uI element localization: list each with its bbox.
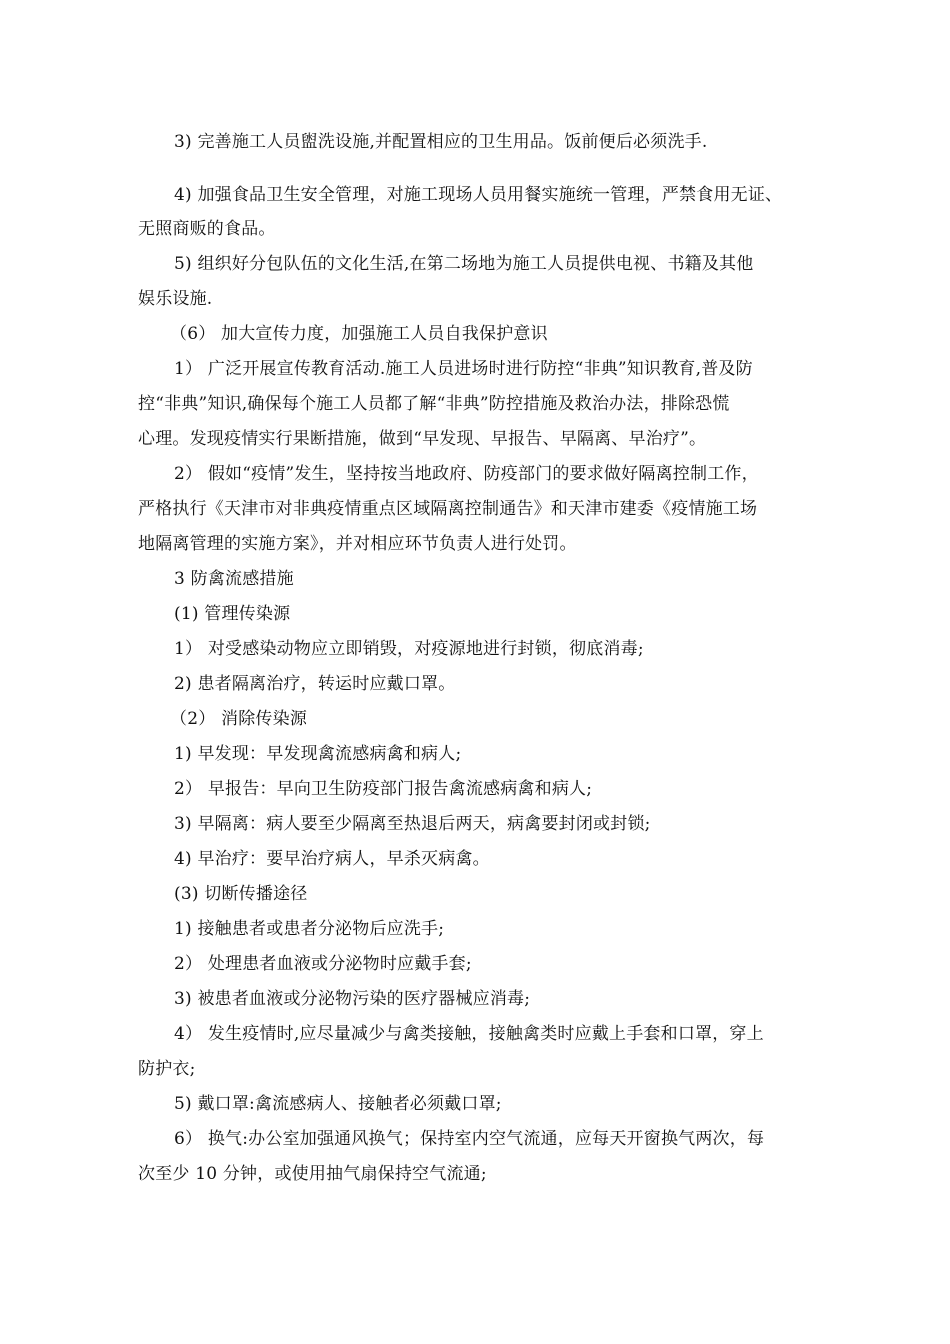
text-line: 4） 发生疫情时,应尽量减少与禽类接触，接触禽类时应戴上手套和口罩，穿上 [174,1024,764,1044]
text-line: 1) 早发现：早发现禽流感病禽和病人; [174,744,462,764]
text-line: 防护衣; [138,1059,196,1079]
text-line: 3) 被患者血液或分泌物污染的医疗器械应消毒; [174,989,531,1009]
text-line: 5) 戴口罩:禽流感病人、接触者必须戴口罩; [174,1094,502,1114]
text-line: 6） 换气:办公室加强通风换气；保持室内空气流通，应每天开窗换气两次，每 [174,1129,765,1149]
text-line: 4) 加强食品卫生安全管理，对施工现场人员用餐实施统一管理，严禁食用无证、 [174,185,783,205]
text-line: 2） 早报告：早向卫生防疫部门报告禽流感病禽和病人; [174,779,593,799]
text-line: 娱乐设施. [138,289,213,309]
text-line: 2） 处理患者血液或分泌物时应戴手套; [174,954,472,974]
text-line: 严格执行《天津市对非典疫情重点区域隔离控制通告》和天津市建委《疫情施工场 [138,499,758,519]
text-line: 1） 广泛开展宣传教育活动.施工人员进场时进行防控“非典”知识教育,普及防 [174,359,753,379]
text-line: 1） 对受感染动物应立即销毁，对疫源地进行封锁，彻底消毒; [174,639,644,659]
text-line: （2） 消除传染源 [170,709,308,729]
text-line: 1) 接触患者或患者分泌物后应洗手; [174,919,445,939]
text-line: 5) 组织好分包队伍的文化生活,在第二场地为施工人员提供电视、书籍及其他 [174,254,754,274]
text-line: (3) 切断传播途径 [174,884,308,904]
text-line: 4) 早治疗：要早治疗病人，早杀灭病禽。 [174,849,490,869]
text-line: 地隔离管理的实施方案》，并对相应环节负责人进行处罚。 [138,534,577,554]
text-line: 控“非典”知识,确保每个施工人员都了解“非典”防控措施及救治办法，排除恐慌 [138,394,730,414]
text-line: 3 防禽流感措施 [174,569,294,589]
text-line: 心理。发现疫情实行果断措施，做到“早发现、早报告、早隔离、早治疗”。 [138,429,707,449]
text-line: 2） 假如“疫情”发生，坚持按当地政府、防疫部门的要求做好隔离控制工作， [174,464,759,484]
text-line: 3) 完善施工人员盥洗设施,并配置相应的卫生用品。饭前便后必须洗手. [174,132,708,152]
text-line: 次至少 10 分钟，或使用抽气扇保持空气流通; [138,1164,487,1184]
text-line: (1) 管理传染源 [174,604,291,624]
text-line: 3) 早隔离：病人要至少隔离至热退后两天，病禽要封闭或封锁; [174,814,651,834]
text-line: 无照商贩的食品。 [138,219,276,239]
text-line: 2) 患者隔离治疗，转运时应戴口罩。 [174,674,456,694]
text-line: （6） 加大宣传力度，加强施工人员自我保护意识 [170,324,548,344]
